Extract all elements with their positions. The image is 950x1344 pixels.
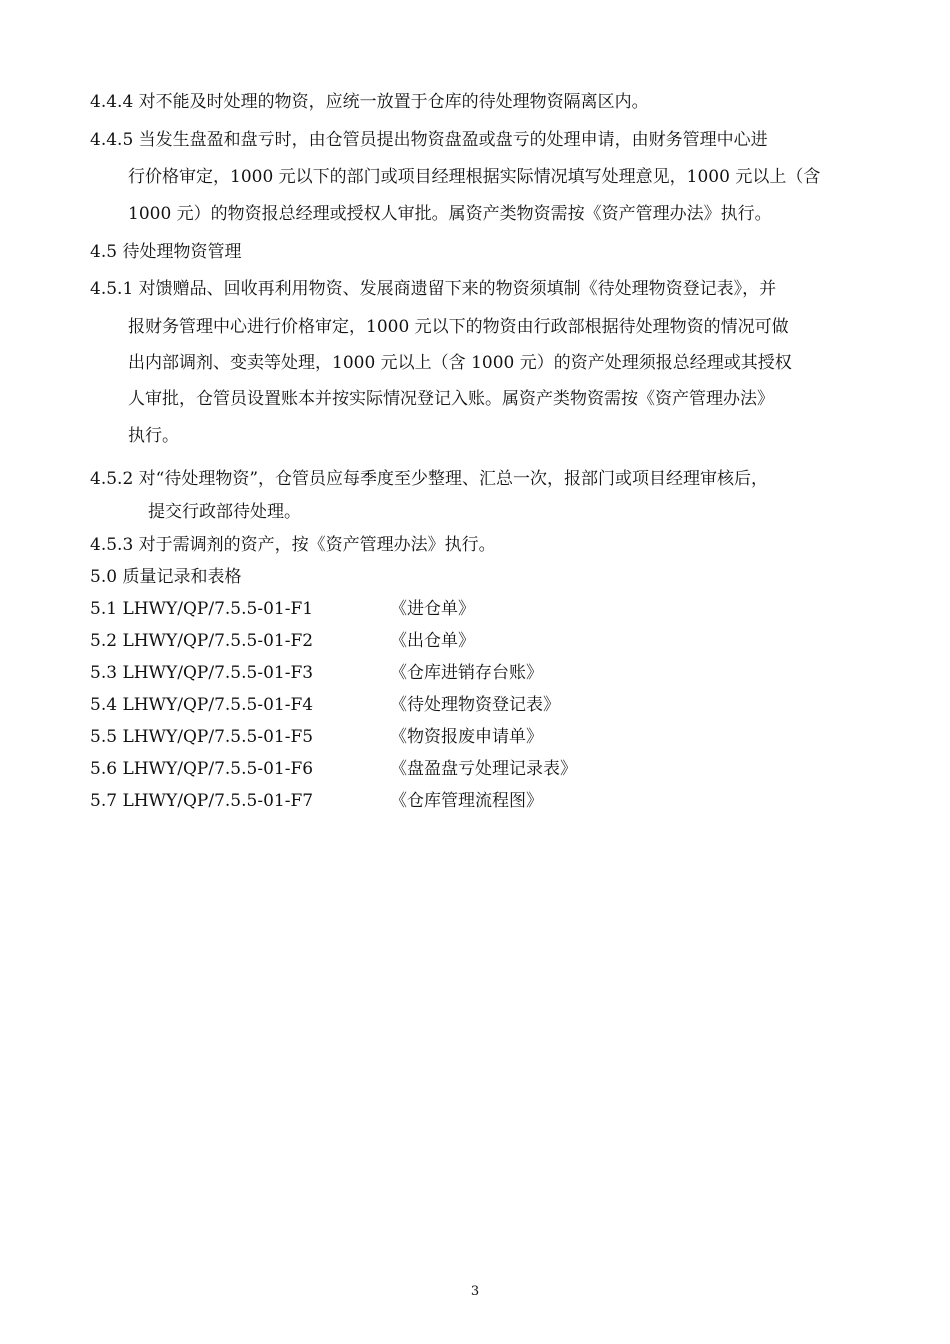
clause-4-4-5-line-3: 1000 元）的物资报总经理或授权人审批。属资产类物资需按《资产管理办法》执行。 xyxy=(128,204,772,224)
record-row xyxy=(90,695,560,715)
record-code: 5.7 LHWY/QP/7.5.5-01-F7 xyxy=(90,791,314,811)
record-code: 5.3 LHWY/QP/7.5.5-01-F3 xyxy=(90,663,314,683)
record-name: 《盘盈盘亏处理记录表》 xyxy=(390,759,577,779)
record-name: 《进仓单》 xyxy=(390,599,475,619)
record-row xyxy=(90,727,543,747)
clause-4-5-2-line-2: 提交行政部待处理。 xyxy=(148,502,301,522)
record-code: 5.2 LHWY/QP/7.5.5-01-F2 xyxy=(90,631,314,651)
record-row xyxy=(90,663,543,683)
clause-4-4-5-line-2: 行价格审定，1000 元以下的部门或项目经理根据实际情况填写处理意见，1000 元以上（含 xyxy=(128,167,821,187)
record-row xyxy=(90,599,475,619)
clause-4-5-1-line-2: 报财务管理中心进行价格审定，1000 元以下的物资由行政部根据待处理物资的情况可做 xyxy=(128,317,789,337)
clause-4-5-3: 4.5.3 对于需调剂的资产，按《资产管理办法》执行。 xyxy=(90,535,496,555)
clause-4-5-1-line-3: 出内部调剂、变卖等处理，1000 元以上（含 1000 元）的资产处理须报总经理或其授权 xyxy=(128,353,792,373)
clause-4-5-1-line-5: 执行。 xyxy=(128,426,179,446)
record-code: 5.1 LHWY/QP/7.5.5-01-F1 xyxy=(90,599,314,619)
clause-4-5-1-line-4: 人审批，仓管员设置账本并按实际情况登记入账。属资产类物资需按《资产管理办法》 xyxy=(128,389,774,409)
record-name: 《物资报废申请单》 xyxy=(390,727,543,747)
clause-4-4-5-line-1: 4.4.5 当发生盘盈和盘亏时，由仓管员提出物资盘盈或盘亏的处理申请，由财务管理中心进 xyxy=(90,130,768,150)
record-row xyxy=(90,791,543,811)
page-number: 3 xyxy=(470,1284,480,1299)
section-5-0-heading: 5.0 质量记录和表格 xyxy=(90,567,242,587)
record-code: 5.5 LHWY/QP/7.5.5-01-F5 xyxy=(90,727,314,747)
record-code: 5.4 LHWY/QP/7.5.5-01-F4 xyxy=(90,695,314,715)
section-4-5-heading: 4.5 待处理物资管理 xyxy=(90,242,242,262)
clause-4-4-4: 4.4.4 对不能及时处理的物资，应统一放置于仓库的待处理物资隔离区内。 xyxy=(90,92,649,112)
record-row xyxy=(90,759,577,779)
record-code: 5.6 LHWY/QP/7.5.5-01-F6 xyxy=(90,759,314,779)
record-name: 《仓库进销存台账》 xyxy=(390,663,543,683)
clause-4-5-1-line-1: 4.5.1 对馈赠品、回收再利用物资、发展商遗留下来的物资须填制《待处理物资登记表》，并 xyxy=(90,279,777,299)
clause-4-5-2-line-1: 4.5.2 对“待处理物资”，仓管员应每季度至少整理、汇总一次，报部门或项目经理审核后， xyxy=(90,469,769,489)
record-name: 《出仓单》 xyxy=(390,631,475,651)
record-name: 《仓库管理流程图》 xyxy=(390,791,543,811)
record-name: 《待处理物资登记表》 xyxy=(390,695,560,715)
record-row xyxy=(90,631,475,651)
